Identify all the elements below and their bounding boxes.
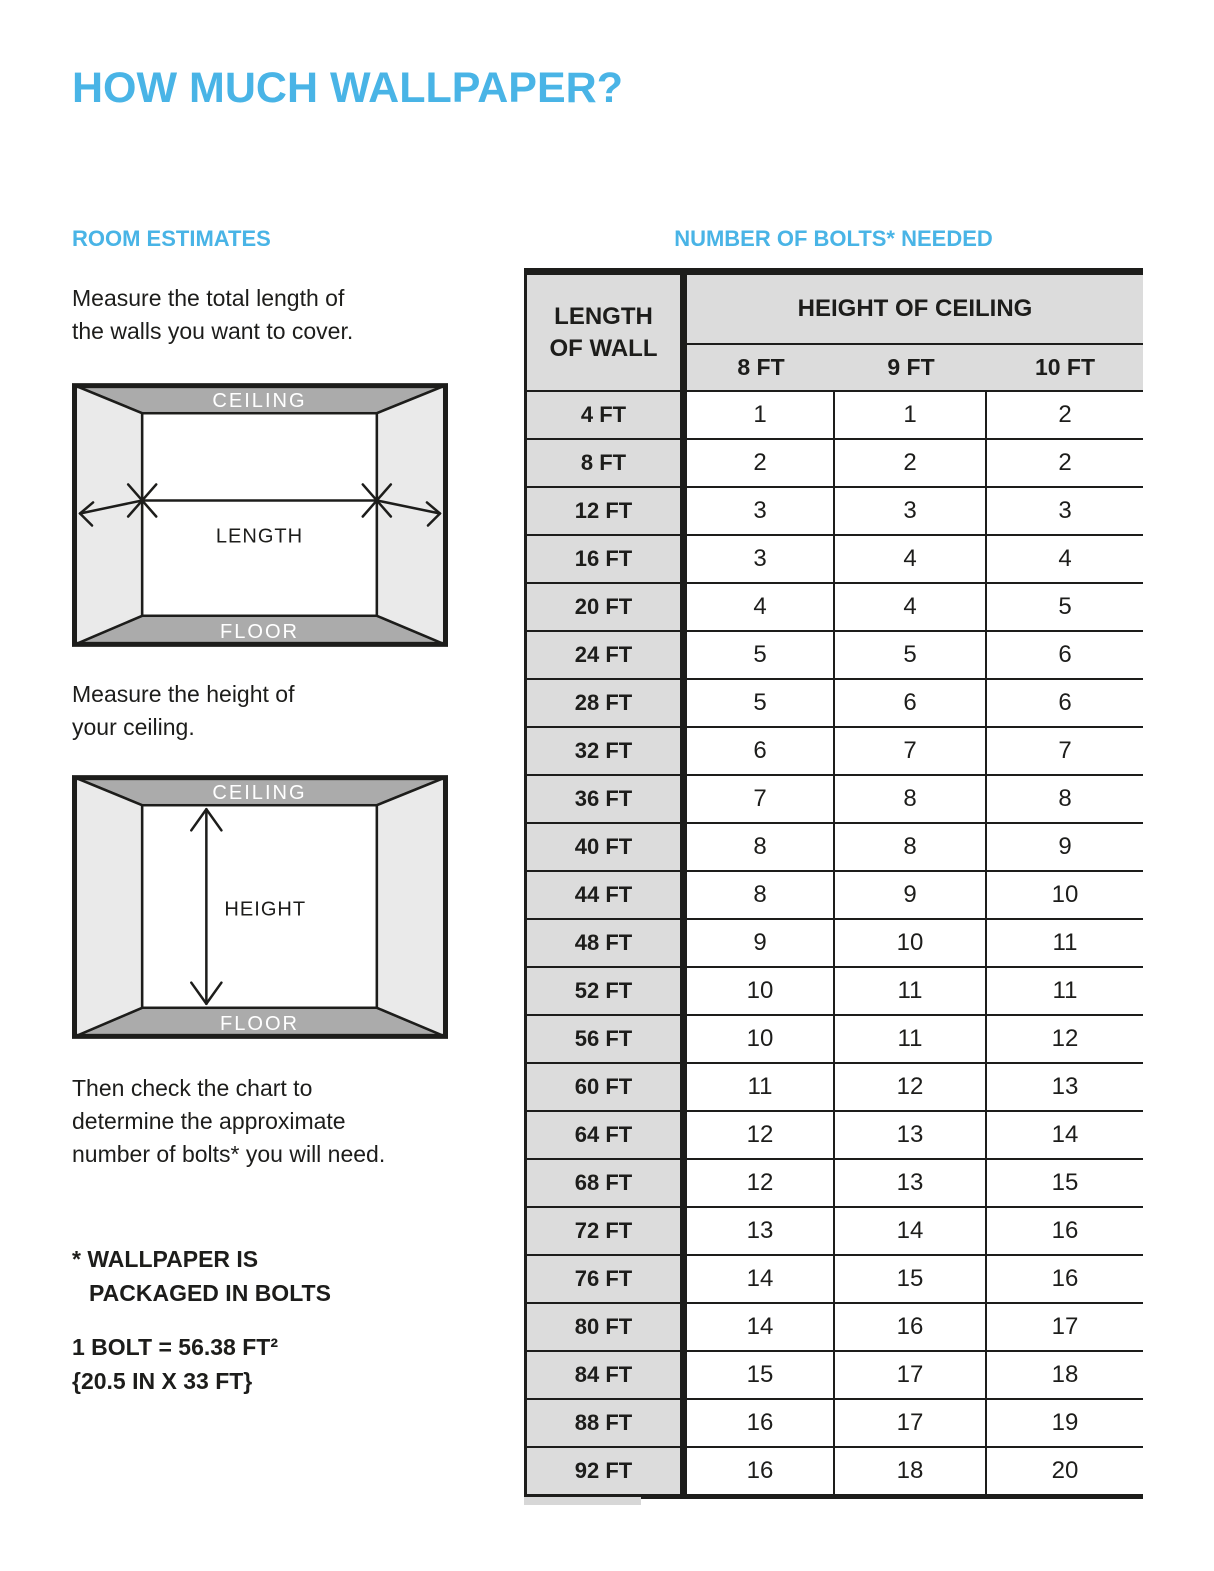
row-label-cell: 36 FT [527, 776, 687, 822]
step3-line1: Then check the chart to [72, 1075, 313, 1101]
bolt-count-cell: 15 [687, 1352, 835, 1398]
table-row [527, 1206, 1143, 1254]
table-bottom-shadow [524, 1497, 641, 1505]
bolt-count-cell: 11 [835, 1016, 987, 1062]
bolt-count-cell: 12 [987, 1016, 1143, 1062]
table-row [527, 438, 1143, 486]
bolt-count-cell: 9 [835, 872, 987, 918]
bolt-count-cell: 5 [687, 680, 835, 726]
row-label-cell: 44 FT [527, 872, 687, 918]
table-row [527, 486, 1143, 534]
bolt-count-cell: 16 [687, 1448, 835, 1494]
table-row [527, 1014, 1143, 1062]
bolt-count-cell: 11 [987, 920, 1143, 966]
bolt-count-cell: 10 [835, 920, 987, 966]
bolt-count-cell: 8 [987, 776, 1143, 822]
row-label-cell: 68 FT [527, 1160, 687, 1206]
table-row [527, 390, 1143, 438]
bolt-count-cell: 17 [835, 1400, 987, 1446]
bolt-count-cell: 19 [987, 1400, 1143, 1446]
step3-line3: number of bolts* you will need. [72, 1141, 386, 1167]
table-row [527, 1350, 1143, 1398]
bolt-count-cell: 14 [835, 1208, 987, 1254]
height-dimension-label: HEIGHT [224, 898, 307, 921]
room-length-diagram-svg [72, 383, 448, 647]
col-header-8ft: 8 FT [687, 345, 835, 390]
table-row [527, 582, 1143, 630]
row-label-cell: 24 FT [527, 632, 687, 678]
length-of-wall-header-line2: OF WALL [549, 334, 658, 362]
table-row [527, 678, 1143, 726]
length-dimension-label: LENGTH [215, 525, 304, 548]
back-wall-surface [142, 413, 377, 616]
room-length-diagram [72, 383, 448, 647]
step2-text [72, 678, 294, 744]
bolt-count-cell: 13 [835, 1160, 987, 1206]
bolt-count-cell: 3 [687, 536, 835, 582]
table-row [527, 774, 1143, 822]
footnote-line1: * WALLPAPER IS [72, 1246, 259, 1272]
bolt-count-cell: 11 [987, 968, 1143, 1014]
page-title: HOW MUCH WALLPAPER? [72, 64, 623, 112]
length-of-wall-header [527, 275, 687, 390]
col-header-10ft: 10 FT [987, 345, 1143, 390]
row-label-cell: 28 FT [527, 680, 687, 726]
col-header-9ft: 9 FT [835, 345, 987, 390]
bolt-count-cell: 5 [835, 632, 987, 678]
bolt-count-cell: 14 [687, 1256, 835, 1302]
bolt-count-cell: 3 [987, 488, 1143, 534]
bolt-count-cell: 6 [987, 632, 1143, 678]
bolt-count-cell: 12 [687, 1112, 835, 1158]
right-wall-surface [377, 385, 446, 645]
step2-line1: Measure the height of [72, 681, 295, 707]
step2-line2: your ceiling. [72, 714, 195, 740]
step1-text [72, 282, 353, 348]
bolt-count-cell: 6 [987, 680, 1143, 726]
bolt-footnote [72, 1242, 331, 1310]
row-label-cell: 72 FT [527, 1208, 687, 1254]
bolt-count-cell: 8 [835, 776, 987, 822]
table-row [527, 630, 1143, 678]
table-row [527, 918, 1143, 966]
bolt-count-cell: 11 [835, 968, 987, 1014]
bolt-count-cell: 2 [987, 440, 1143, 486]
room-estimates-heading: ROOM ESTIMATES [72, 226, 271, 251]
bolts-needed-heading: NUMBER OF BOLTS* NEEDED [674, 226, 993, 251]
row-label-cell: 64 FT [527, 1112, 687, 1158]
bolt-count-cell: 10 [987, 872, 1143, 918]
right-wall-surface [377, 777, 446, 1037]
bolt-count-cell: 3 [835, 488, 987, 534]
bolt-count-cell: 11 [687, 1064, 835, 1110]
bolt-count-cell: 8 [687, 824, 835, 870]
bolt-count-cell: 7 [835, 728, 987, 774]
bolt-count-cell: 17 [835, 1352, 987, 1398]
bolt-count-cell: 16 [835, 1304, 987, 1350]
length-of-wall-header-line1: LENGTH [554, 302, 653, 330]
step1-line1: Measure the total length of [72, 285, 345, 311]
row-label-cell: 60 FT [527, 1064, 687, 1110]
table-body [527, 390, 1143, 1494]
bolt-count-cell: 4 [835, 536, 987, 582]
ceiling-label: CEILING [212, 390, 307, 413]
room-height-diagram [72, 775, 448, 1039]
row-label-cell: 88 FT [527, 1400, 687, 1446]
bolts-needed-table [524, 268, 1143, 1499]
row-label-cell: 8 FT [527, 440, 687, 486]
bolt-count-cell: 4 [835, 584, 987, 630]
row-label-cell: 4 FT [527, 392, 687, 438]
table-row [527, 1158, 1143, 1206]
row-label-cell: 92 FT [527, 1448, 687, 1494]
bolt-count-cell: 7 [687, 776, 835, 822]
table-row [527, 726, 1143, 774]
bolt-count-cell: 18 [987, 1352, 1143, 1398]
row-label-cell: 48 FT [527, 920, 687, 966]
bolt-count-cell: 13 [835, 1112, 987, 1158]
bolt-count-cell: 3 [687, 488, 835, 534]
row-label-cell: 12 FT [527, 488, 687, 534]
height-of-ceiling-header: HEIGHT OF CEILING [687, 275, 1143, 345]
row-label-cell: 52 FT [527, 968, 687, 1014]
footnote-line2: PACKAGED IN BOLTS [89, 1280, 331, 1306]
bolt-count-cell: 13 [987, 1064, 1143, 1110]
step3-line2: determine the approximate [72, 1108, 346, 1134]
row-label-cell: 20 FT [527, 584, 687, 630]
row-label-cell: 16 FT [527, 536, 687, 582]
bolt-count-cell: 6 [687, 728, 835, 774]
table-row [527, 1446, 1143, 1494]
bolt-spec [72, 1330, 278, 1398]
bolt-count-cell: 15 [835, 1256, 987, 1302]
bolt-count-cell: 9 [987, 824, 1143, 870]
bolt-count-cell: 6 [835, 680, 987, 726]
bolt-count-cell: 2 [687, 440, 835, 486]
bolt-count-cell: 12 [687, 1160, 835, 1206]
table-row [527, 1110, 1143, 1158]
left-wall-surface [74, 385, 142, 645]
table-row [527, 1302, 1143, 1350]
row-label-cell: 40 FT [527, 824, 687, 870]
bolt-count-cell: 8 [687, 872, 835, 918]
room-height-diagram-svg [72, 775, 448, 1039]
table-row [527, 534, 1143, 582]
table-header [527, 275, 1143, 390]
bolt-count-cell: 16 [687, 1400, 835, 1446]
table-row [527, 966, 1143, 1014]
bolt-count-cell: 4 [687, 584, 835, 630]
bolt-count-cell: 1 [835, 392, 987, 438]
bolt-spec-line1: 1 BOLT = 56.38 FT² [72, 1334, 278, 1360]
table-row [527, 1398, 1143, 1446]
bolt-count-cell: 8 [835, 824, 987, 870]
row-label-cell: 32 FT [527, 728, 687, 774]
bolt-count-cell: 2 [987, 392, 1143, 438]
bolt-count-cell: 1 [687, 392, 835, 438]
bolt-count-cell: 12 [835, 1064, 987, 1110]
bolt-spec-line2: {20.5 IN X 33 FT} [72, 1368, 253, 1394]
bolt-count-cell: 20 [987, 1448, 1143, 1494]
row-label-cell: 76 FT [527, 1256, 687, 1302]
table-row [527, 822, 1143, 870]
bolt-count-cell: 18 [835, 1448, 987, 1494]
left-wall-surface [74, 777, 142, 1037]
bolt-count-cell: 9 [687, 920, 835, 966]
bolt-count-cell: 7 [987, 728, 1143, 774]
bolt-count-cell: 10 [687, 968, 835, 1014]
table-row [527, 870, 1143, 918]
bolt-count-cell: 14 [987, 1112, 1143, 1158]
bolt-count-cell: 14 [687, 1304, 835, 1350]
bolt-count-cell: 10 [687, 1016, 835, 1062]
table-row [527, 1254, 1143, 1302]
step1-line2: the walls you want to cover. [72, 318, 354, 344]
floor-label: FLOOR [219, 620, 300, 643]
bolt-count-cell: 2 [835, 440, 987, 486]
table-row [527, 1062, 1143, 1110]
bolt-count-cell: 5 [687, 632, 835, 678]
row-label-cell: 56 FT [527, 1016, 687, 1062]
floor-label: FLOOR [219, 1012, 300, 1035]
bolt-count-cell: 16 [987, 1208, 1143, 1254]
row-label-cell: 84 FT [527, 1352, 687, 1398]
step3-text [72, 1072, 385, 1171]
bolt-count-cell: 15 [987, 1160, 1143, 1206]
ceiling-label: CEILING [212, 782, 307, 805]
bolt-count-cell: 4 [987, 536, 1143, 582]
bolt-count-cell: 5 [987, 584, 1143, 630]
row-label-cell: 80 FT [527, 1304, 687, 1350]
bolt-count-cell: 17 [987, 1304, 1143, 1350]
bolt-count-cell: 13 [687, 1208, 835, 1254]
bolt-count-cell: 16 [987, 1256, 1143, 1302]
